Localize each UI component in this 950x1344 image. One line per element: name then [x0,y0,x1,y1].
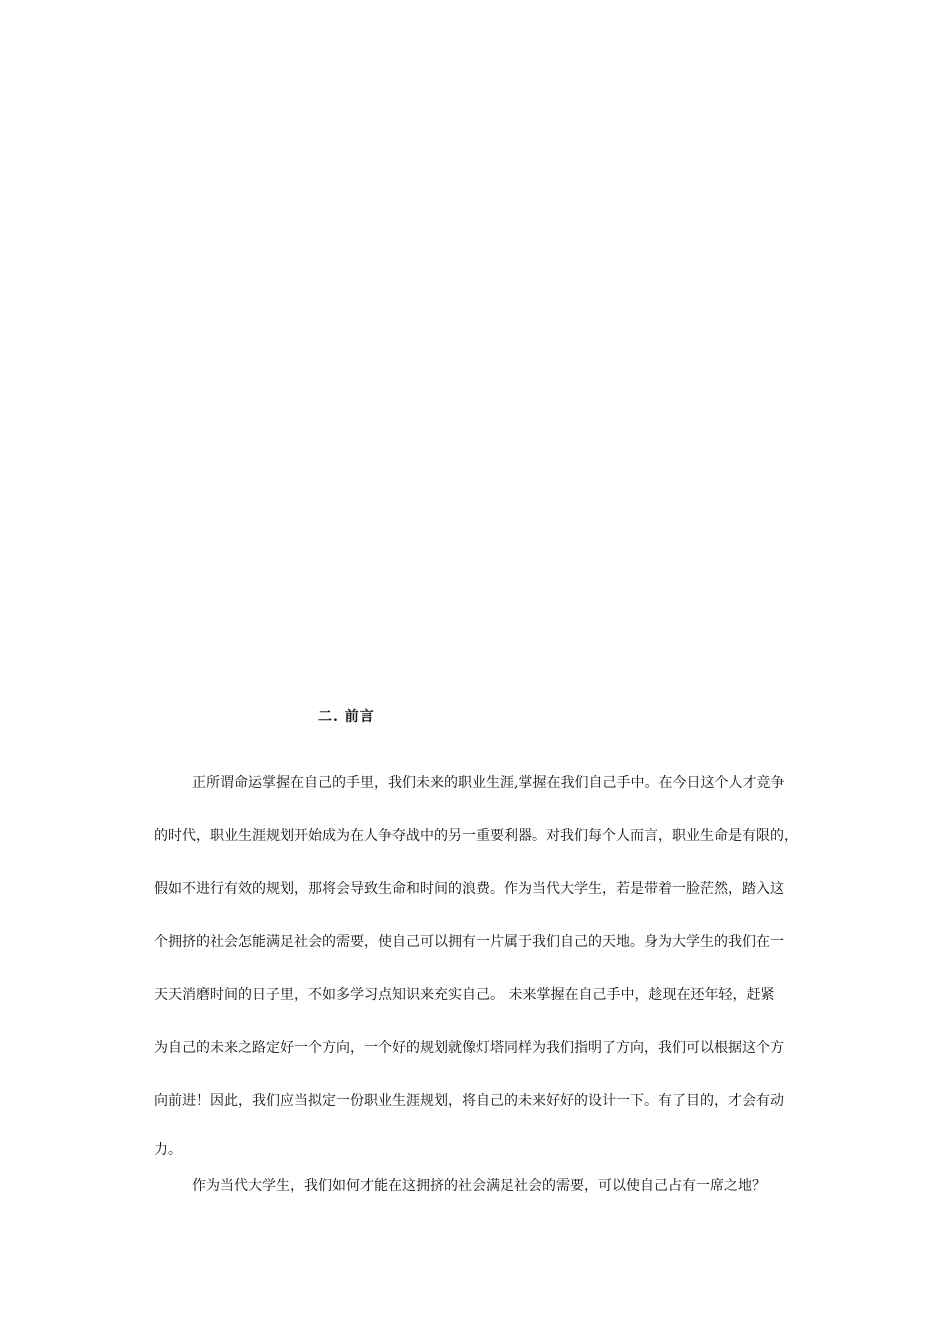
paragraph-line: 为自己的未来之路定好一个方向，一个好的规划就像灯塔同样为我们指明了方向，我们可以根据这个方 [154,1040,784,1056]
paragraph-line: 作为当代大学生，我们如何才能在这拥挤的社会满足社会的需要，可以使自己占有一席之地？ [192,1178,766,1194]
paragraph-line: 力。 [154,1142,182,1158]
paragraph-line: 向前进！因此，我们应当拟定一份职业生涯规划，将自己的未来好好的设计一下。有了目的，才会有动 [154,1093,784,1109]
paragraph-line: 假如不进行有效的规划，那将会导致生命和时间的浪费。作为当代大学生，若是带着一脸茫然，踏入这 [154,881,784,897]
paragraph-line: 天天消磨时间的日子里，不如多学习点知识来充实自己。 未来掌握在自己手中，趁现在还年轻，赶紧 [154,987,775,1003]
paragraph-line: 的时代，职业生涯规划开始成为在人争夺战中的另一重要利器。对我们每个人而言，职业生命是有限的， [154,828,798,844]
paragraph-line: 个拥挤的社会怎能满足社会的需要，使自己可以拥有一片属于我们自己的天地。身为大学生的我们在一 [154,934,784,950]
section-heading: 二. 前言 [318,709,375,725]
paragraph-line: 正所谓命运掌握在自己的手里，我们未来的职业生涯,掌握在我们自己手中。在今日这个人才竞争 [192,775,785,791]
